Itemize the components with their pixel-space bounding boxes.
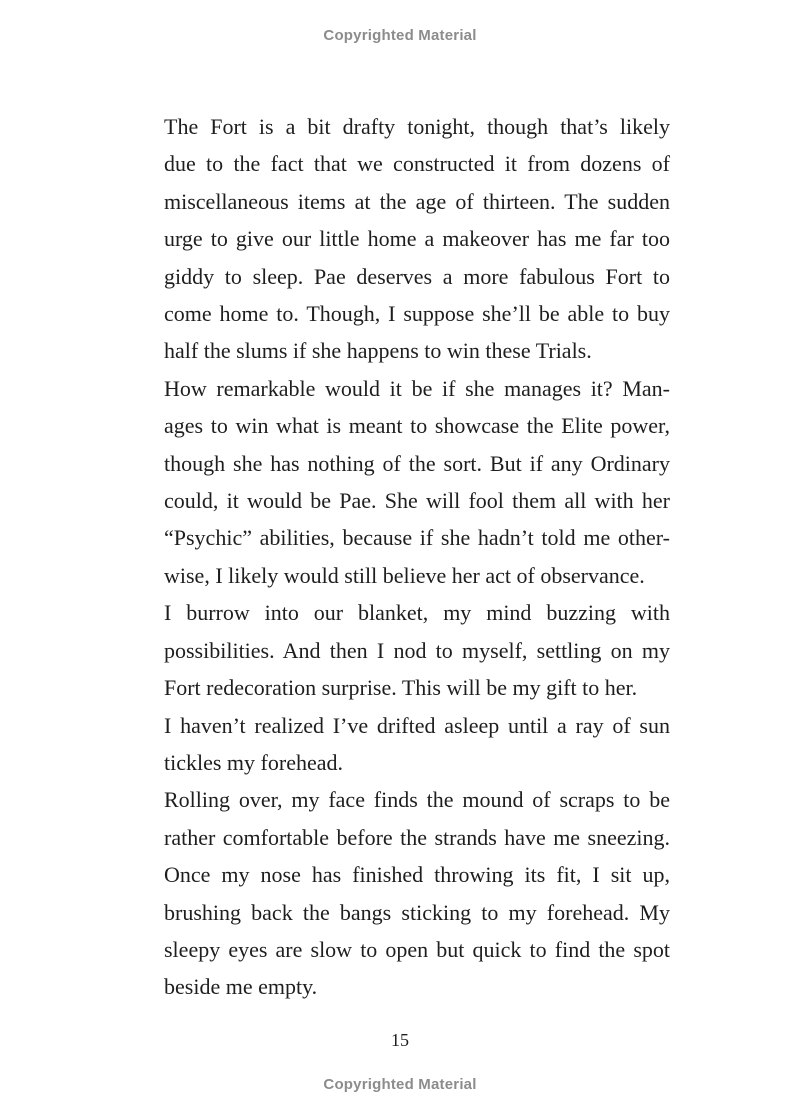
paragraph-1 [139, 108, 670, 370]
text-line: I burrow into our blanket, my mind buzzing with [164, 600, 670, 626]
copyright-watermark-top: Copyrighted Material [323, 27, 477, 44]
paragraph-4 [139, 707, 670, 782]
text-line: Fort redecoration surprise. This will be my gift to her. [164, 675, 638, 701]
text-line: possibilities. And then I nod to myself, settling on my [164, 637, 670, 663]
paragraph-5 [139, 781, 670, 1005]
text-line: could, it would be Pae. She will fool them all with her [164, 488, 670, 514]
text-line: urge to give our little home a makeover has me far too [164, 226, 670, 252]
text-line: ages to win what is meant to showcase the Elite power, [164, 413, 670, 439]
text-line: How remarkable would it be if she manages it? Man- [164, 375, 670, 401]
text-line: sleepy eyes are slow to open but quick to find the spot [164, 936, 670, 962]
copyright-watermark-bottom: Copyrighted Material [323, 1076, 477, 1093]
text-line: brushing back the bangs sticking to my forehead. My [164, 899, 670, 925]
text-line: though she has nothing of the sort. But if any Ordinary [164, 450, 670, 476]
text-line: wise, I likely would still believe her act of observance. [164, 562, 645, 588]
paragraph-2 [139, 370, 670, 594]
text-line: come home to. Though, I suppose she’ll be able to buy [164, 301, 670, 327]
text-line: giddy to sleep. Pae deserves a more fabulous Fort to [164, 263, 670, 289]
paragraph-3 [139, 594, 670, 706]
text-line: tickles my forehead. [164, 749, 343, 775]
text-line: beside me empty. [164, 974, 318, 1000]
page-number: 15 [391, 1030, 409, 1050]
text-line: The Fort is a bit drafty tonight, though that’s likely [164, 114, 670, 139]
text-line: Once my nose has finished throwing its fit, I sit up, [164, 862, 670, 888]
text-line: due to the fact that we constructed it from dozens of [164, 151, 670, 177]
text-line: Rolling over, my face finds the mound of scraps to be [164, 787, 670, 813]
text-line: I haven’t realized I’ve drifted asleep until a ray of sun [164, 712, 670, 738]
text-line: miscellaneous items at the age of thirteen. The sudden [164, 188, 670, 214]
text-line: “Psychic” abilities, because if she hadn’t told me other- [164, 525, 670, 551]
text-line: rather comfortable before the strands have me sneezing. [164, 824, 670, 850]
page-body [139, 108, 670, 1006]
text-line: half the slums if she happens to win these Trials. [164, 338, 592, 364]
